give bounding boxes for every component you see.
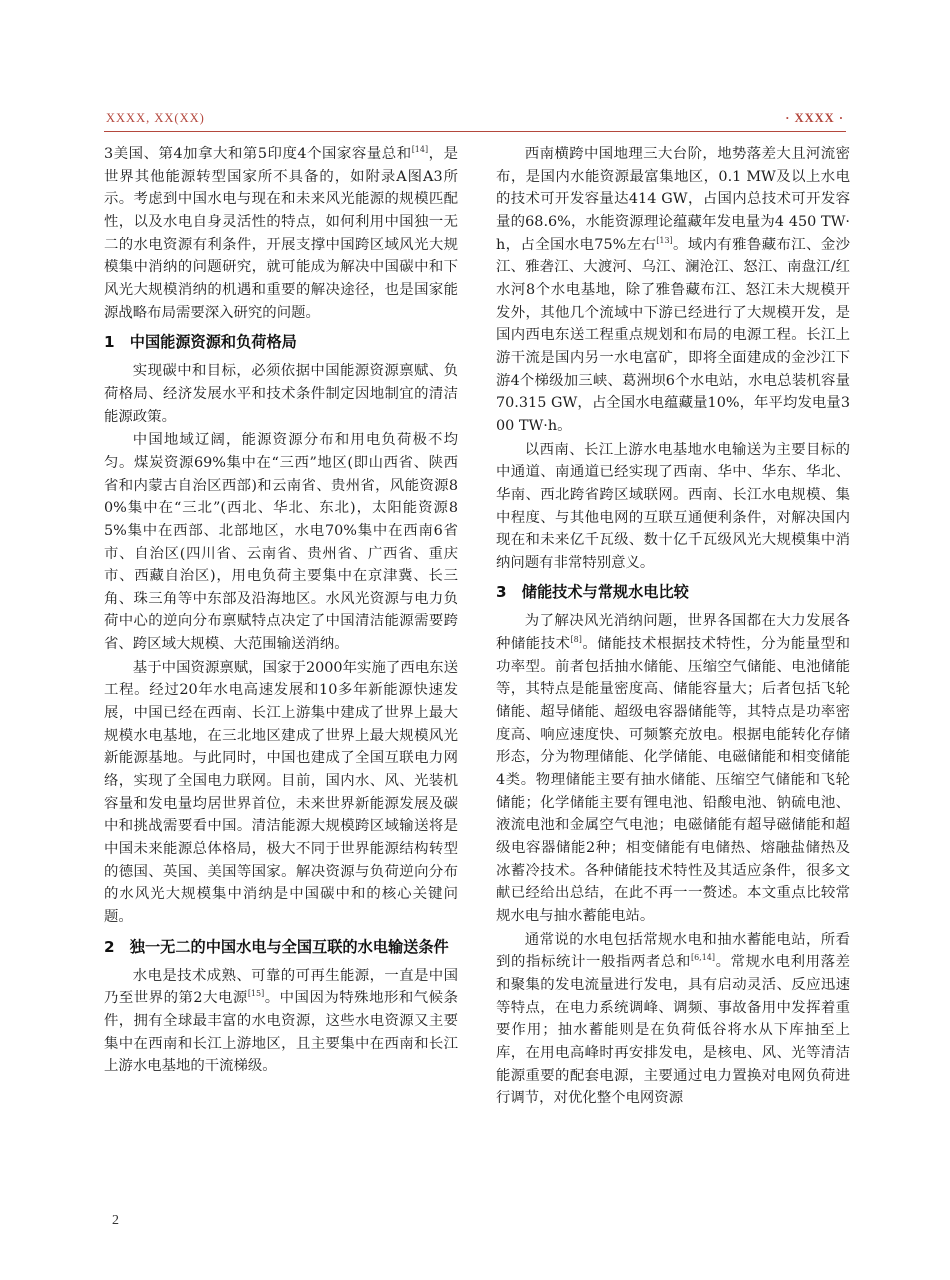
- journal-volume-header: XXXX, XX(XX): [106, 111, 205, 125]
- page-number: 2: [112, 1213, 119, 1228]
- section-heading: 3 储能技术与常规水电比较: [496, 583, 689, 602]
- paragraph: 西南横跨中国地理三大台阶，地势落差大且河流密布，是国内水能资源最富集地区，0.1 MW及以上水电的技术可开发容量达414 GW，占国内总技术可开发容量的68.6%，水能资源理论蕴藏年发电量为4 450 TW·h，占全国水电75%左右[13]。域内有雅鲁藏布江、金沙江、雅砻江、大渡河、乌江、澜沧江、怒江、南盘江/红水河8个水电基地，除了雅鲁藏布江、怒江未大规模开发外，其他几个流域中下游已经进行了大规模开发，是国内西电东送工程重点规划和布局的电源工程。长江上游干流是国内另一水电富矿，即将全面建成的金沙江下游4个梯级加三峡、葛洲坝6个水电站，水电总装机容量70.315 GW，占全国水电蕴藏量10%，年平均发电量300 TW·h。: [496, 146, 850, 434]
- paragraph: 基于中国资源禀赋，国家于2000年实施了西电东送工程。经过20年水电高速发展和10多年新能源快速发展，中国已经在西南、长江上游集中建成了世界上最大规模水电基地，在三北地区建成了世界上最大规模风光新能源基地。与此同时，中国也建成了全国互联电力网络，实现了全国电力联网。目前，国内水、风、光装机容量和发电量均居世界首位，未来世界新能源发展及碳中和挑战需要看中国。清洁能源大规模跨区域输送将是中国未来能源总体格局，极大不同于世界能源结构转型的德国、英国、美国等国家。解决资源与负荷逆向分布的水风光大规模集中消纳是中国碳中和的核心关键问题。: [104, 659, 458, 925]
- journal-name-header: · XXXX ·: [785, 111, 844, 125]
- citation: [14]: [411, 145, 429, 155]
- left-column: [104, 143, 458, 1079]
- header-divider: [104, 131, 846, 132]
- paragraph: 通常说的水电包括常规水电和抽水蓄能电站，所看到的指标统计一般指两者总和[6,14]。常规水电利用落差和聚集的发电流量进行发电，具有启动灵活、反应迅速等特点，在电力系统调峰、调频、事故备用中发挥着重要作用；抽水蓄能则是在负荷低谷将水从下库抽至上库，在用电高峰时再安排发电，是核电、风、光等清洁能源重要的配套电源，主要通过电力置换对电网负荷进行调节，对优化整个电网资源: [496, 931, 850, 1107]
- citation: [8]: [570, 635, 582, 645]
- paragraph: 3美国、第4加拿大和第5印度4个国家容量总和[14]，是世界其他能源转型国家所不具备的，如附录A图A3所示。考虑到中国水电与现在和未来风光能源的规模匹配性，以及水电自身灵活性的特点，如何利用中国独一无二的水电资源有利条件，开展支撑中国跨区域风光大规模集中消纳的问题研究，就可能成为解决中国碳中和下风光大规模消纳的机遇和重要的解决途径，也是国家能源战略布局需要深入研究的问题。: [104, 145, 458, 321]
- right-column: [496, 143, 850, 1111]
- section-heading: 2 独一无二的中国水电与全国互联的水电输送条件: [104, 937, 449, 956]
- paragraph: 以西南、长江上游水电基地水电输送为主要目标的中通道、南通道已经实现了西南、华中、华东、华北、华南、西北跨省跨区域联网。西南、长江水电规模、集中程度、与其他电网的互联互通便利条件，对解决国内现在和未来亿千瓦级、数十亿千瓦级风光大规模集中消纳问题有非常特别意义。: [496, 441, 850, 571]
- paragraph: 中国地域辽阔，能源资源分布和用电负荷极不均匀。煤炭资源69%集中在“三西”地区(即山西省、陕西省和内蒙古自治区西部)和云南省、贵州省，风能资源80%集中在“三北”(西北、华北、东北)，太阳能资源85%集中在西部、北部地区，水电70%集中在西南6省市、自治区(四川省、云南省、贵州省、广西省、重庆市、西藏自治区)，用电负荷主要集中在京津冀、长三角、珠三角等中东部及沿海地区。水风光资源与电力负荷中心的逆向分布禀赋特点决定了中国清洁能源需要跨省、跨区域大规模、大范围输送消纳。: [104, 432, 458, 653]
- paragraph: 为了解决风光消纳问题，世界各国都在大力发展各种储能技术[8]。储能技术根据技术特性，分为能量型和功率型。前者包括抽水储能、压缩空气储能、电池储能等，其特点是能量密度高、储能容量大；后者包括飞轮储能、超导储能、超级电容器储能等，其特点是功率密度高、响应速度快、可频繁充放电。根据电能转化存储形态，分为物理储能、化学储能、电磁储能和相变储能4类。物理储能主要有抽水储能、压缩空气储能和飞轮储能；化学储能主要有锂电池、铅酸电池、钠硫电池、液流电池和金属空气电池；电磁储能有超导磁储能和超级电容器储能2种；相变储能有电储热、熔融盐储热及冰蓄冷技术。各种储能技术特性及其适应条件，很多文献已经给出总结，在此不再一一赘述。本文重点比较常规水电与抽水蓄能电站。: [496, 613, 850, 924]
- citation: [6,14]: [690, 953, 716, 963]
- paragraph: 水电是技术成熟、可靠的可再生能源，一直是中国乃至世界的第2大电源[15]。中国因为特殊地形和气候条件，拥有全球最丰富的水电资源，这些水电资源又主要集中在西南和长江上游地区，且主要集中在西南和长江上游水电基地的干流梯级。: [104, 967, 458, 1075]
- section-heading: 1 中国能源资源和负荷格局: [104, 333, 297, 352]
- paragraph: 实现碳中和目标，必须依据中国能源资源禀赋、负荷格局、经济发展水平和技术条件制定因地制宜的清洁能源政策。: [104, 363, 458, 425]
- citation: [13]: [656, 235, 673, 245]
- citation: [15]: [247, 989, 265, 999]
